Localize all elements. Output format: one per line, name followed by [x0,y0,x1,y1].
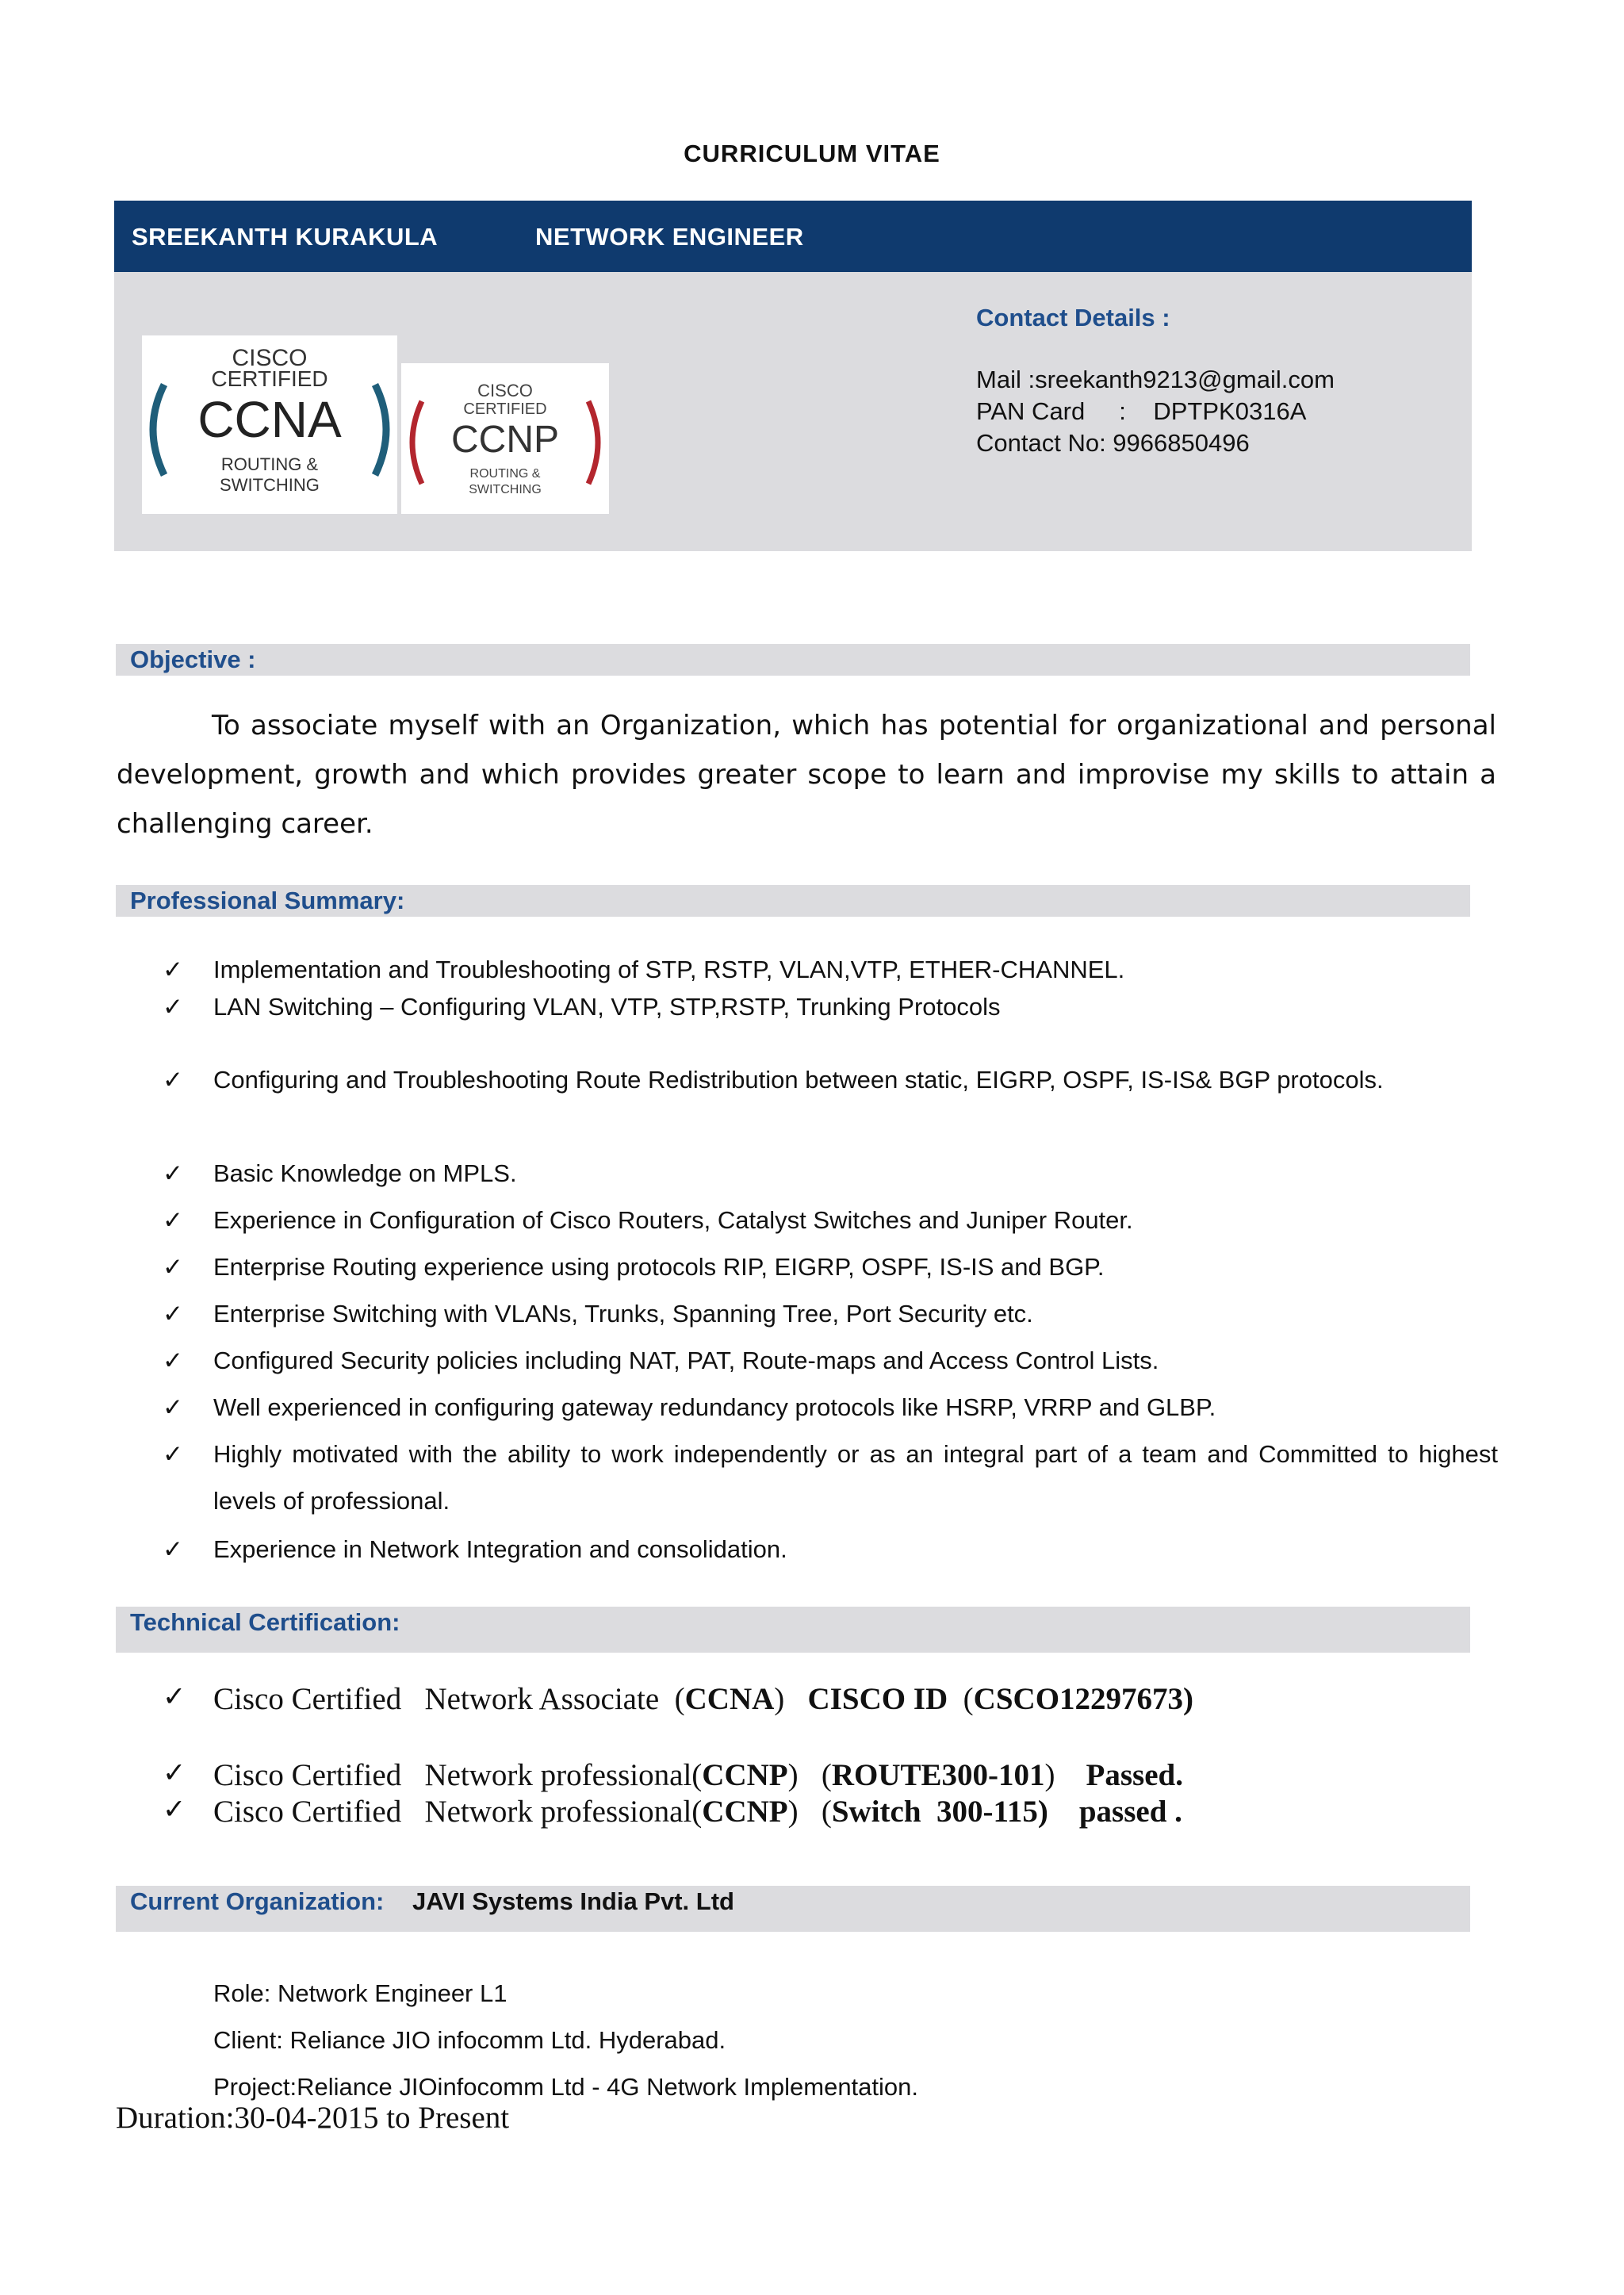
cert-bold: Passed. [1086,1758,1183,1792]
document-title: CURRICULUM VITAE [684,140,940,167]
summary-item-text: Configured Security policies including NAT, PAT, Route-maps and Access Control Lists. [213,1347,1159,1374]
cert-text [1048,1795,1079,1829]
summary-item-text: Highly motivated with the ability to work independently or as an integral part of a team and Committed to highest levels of professional. [213,1440,1498,1515]
summary-item-text: Basic Knowledge on MPLS. [213,1159,517,1187]
candidate-role: NETWORK ENGINEER [535,223,804,251]
ccnp-certified-logo [401,363,609,514]
summary-item-text: Well experienced in configuring gateway redundancy protocols like HSRP, VRRP and GLBP. [213,1393,1216,1421]
contact-pan-card: PAN Card : DPTPK0316A [976,397,1307,425]
cert-bold: CCNP [702,1758,788,1792]
cert-bold: CISCO ID [807,1682,948,1716]
summary-item-text: Configuring and Troubleshooting Route Redistribution between static, EIGRP, OSPF, IS-IS& BGP protocols. [213,1066,1384,1094]
objective-text: To associate myself with an Organization, which has potential for organizational and personal development, growth and which provides greater scope to learn and improvise my skills to attain a challenging career. [117,710,1496,840]
checkmark-icon: ✓ [163,1757,186,1789]
checkmark-icon: ✓ [163,1794,186,1826]
ccna-logo-line1: CISCO [232,345,308,371]
ccna-logo-sub1: ROUTING & [220,454,319,474]
cert-bold: CCNP [702,1795,788,1829]
cert-text: Cisco Certified Network professional( [213,1758,703,1792]
name-banner [114,201,1472,272]
checkmark-icon: ✓ [163,1681,186,1713]
checkmark-icon: ✓ [163,1206,183,1234]
organization-name: JAVI Systems India Pvt. Ltd [412,1887,734,1915]
organization-heading: Current Organization: [130,1887,385,1915]
summary-item-text: Experience in Configuration of Cisco Routers, Catalyst Switches and Juniper Router. [213,1206,1133,1234]
checkmark-icon: ✓ [163,1393,183,1421]
cert-bold: CSCO12297673) [973,1682,1194,1716]
cert-text: ( [948,1682,974,1716]
checkmark-icon: ✓ [163,1440,183,1468]
candidate-name: SREEKANTH KURAKULA [132,223,439,251]
ccna-logo-sub2: SWITCHING [220,475,320,495]
cert-text: ) ( [787,1795,832,1829]
ccna-logo-line2: CERTIFIED [211,366,328,391]
cert-text: Cisco Certified Network Associate ( [213,1682,685,1716]
objective-heading: Objective : [130,646,256,673]
certification-heading: Technical Certification: [130,1608,400,1636]
contact-email: Mail :sreekanth9213@gmail.com [976,366,1335,393]
summary-heading: Professional Summary: [130,887,405,914]
org-duration: Duration:30-04-2015 to Present [116,2101,510,2135]
cert-text: ) ( [787,1758,832,1792]
contact-details-heading: Contact Details : [976,304,1170,331]
cert-bold: CCNA [684,1682,775,1716]
ccnp-logo-line1: CISCO [477,381,533,400]
ccnp-logo-line2: CERTIFIED [463,400,547,418]
cert-text: Cisco Certified Network professional( [213,1795,703,1829]
summary-item-text: Enterprise Switching with VLANs, Trunks, Spanning Tree, Port Security etc. [213,1300,1033,1328]
checkmark-icon: ✓ [163,956,183,983]
ccna-logo-main: CCNA [197,391,342,448]
checkmark-icon: ✓ [163,1347,183,1374]
objective-section-header [116,644,1470,676]
summary-item-text: Implementation and Troubleshooting of STP, RSTP, VLAN,VTP, ETHER-CHANNEL. [213,956,1125,983]
org-role: Role: Network Engineer L1 [213,1979,508,2007]
cert-text: ) [1044,1758,1086,1792]
checkmark-icon: ✓ [163,1253,183,1281]
checkmark-icon: ✓ [163,1066,183,1094]
checkmark-icon: ✓ [163,993,183,1021]
checkmark-icon: ✓ [163,1535,183,1563]
cert-bold: Switch 300-115) [831,1795,1048,1829]
checkmark-icon: ✓ [163,1159,183,1187]
checkmark-icon: ✓ [163,1300,183,1328]
certification-section-header [116,1607,1470,1653]
cert-bold: passed . [1078,1795,1182,1829]
cert-text: ) [774,1682,808,1716]
organization-section-header [116,1886,1470,1932]
summary-item-text: LAN Switching – Configuring VLAN, VTP, STP,RSTP, Trunking Protocols [213,993,1001,1021]
org-project: Project:Reliance JIOinfocomm Ltd - 4G Network Implementation. [213,2073,919,2101]
summary-section-header [116,885,1470,917]
ccnp-logo-sub2: SWITCHING [469,483,542,496]
contact-phone: Contact No: 9966850496 [976,429,1250,457]
ccnp-logo-main: CCNP [450,419,560,461]
profile-info-box [114,272,1472,551]
summary-item-text: Experience in Network Integration and consolidation. [213,1535,787,1563]
cert-bold: ROUTE300-101 [831,1758,1045,1792]
summary-item-text: Enterprise Routing experience using protocols RIP, EIGRP, OSPF, IS-IS and BGP. [213,1253,1105,1281]
ccna-certified-logo [142,335,397,514]
ccnp-logo-sub1: ROUTING & [469,467,541,481]
org-client: Client: Reliance JIO infocomm Ltd. Hyderabad. [213,2026,726,2054]
